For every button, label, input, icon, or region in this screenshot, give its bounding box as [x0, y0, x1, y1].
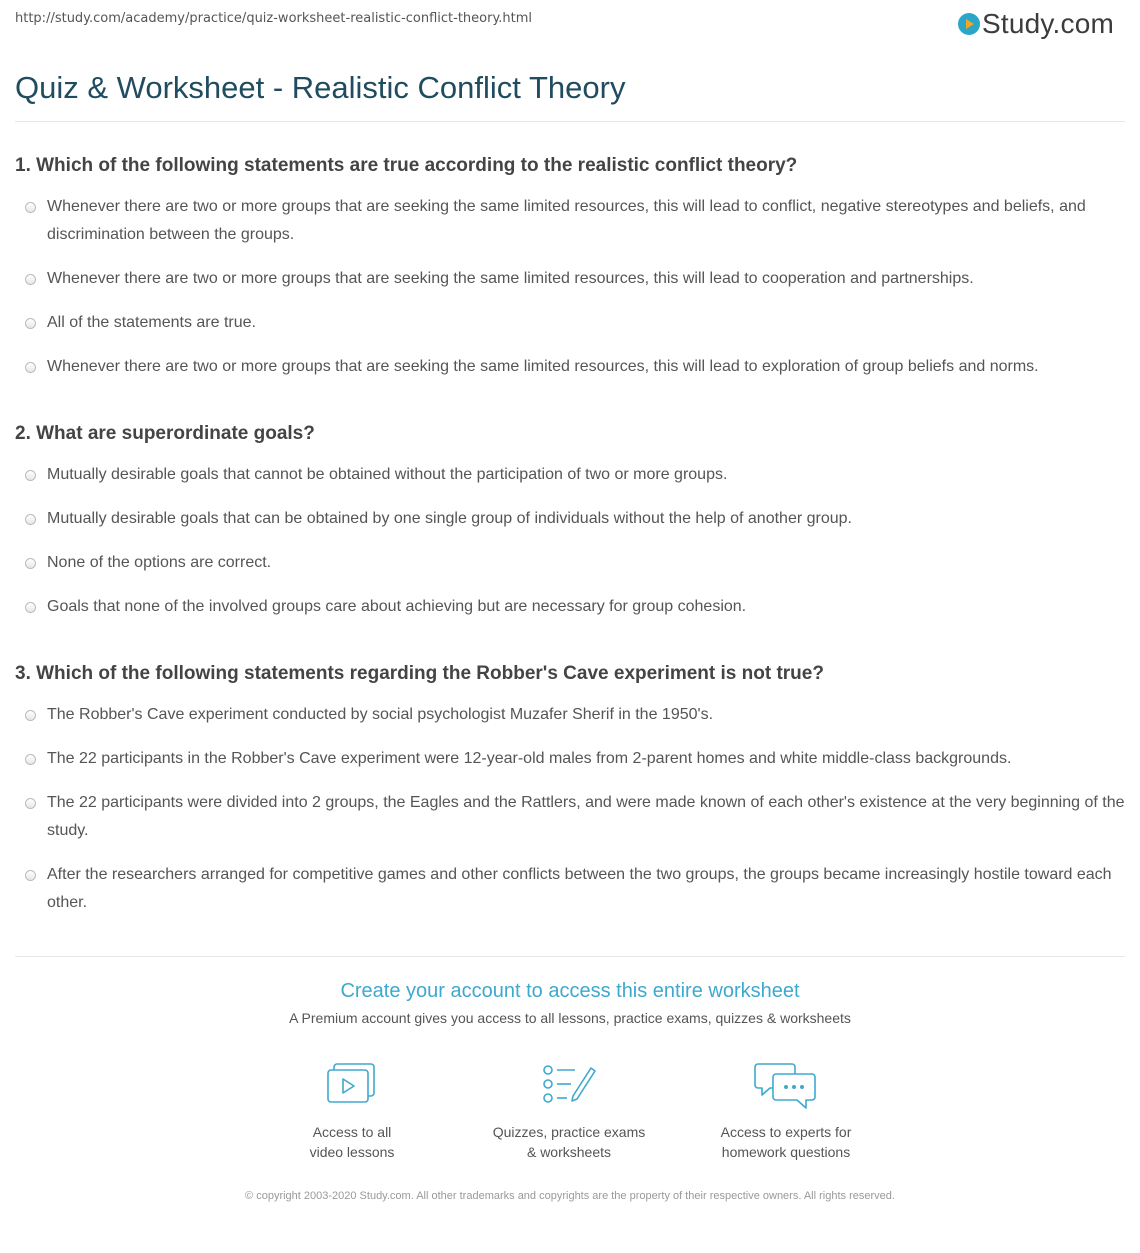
question-title: 3. Which of the following statements regarding the Robber's Cave experiment is not true?	[15, 663, 824, 684]
answer-option[interactable]	[15, 193, 1125, 249]
option-label: The 22 participants in the Robber's Cave experiment were 12-year-old males from 2-parent homes and white middle-class backgrounds.	[47, 750, 1012, 767]
radio-button-icon[interactable]	[25, 274, 36, 285]
feature-label	[469, 1122, 669, 1162]
option-label: The 22 participants were divided into 2 groups, the Eagles and the Rattlers, and were made known of each other's existence at the very beginning of the study.	[47, 794, 1125, 839]
feature-label-line: Quizzes, practice exams	[492, 1124, 646, 1140]
option-label: All of the statements are true.	[47, 314, 256, 331]
question-2	[15, 423, 1125, 621]
answer-option[interactable]	[15, 505, 1125, 533]
study-logo[interactable]	[958, 6, 1114, 42]
option-label: Goals that none of the involved groups care about achieving but are necessary for group cohesion.	[47, 598, 747, 615]
option-label: Whenever there are two or more groups that are seeking the same limited resources, this will lead to cooperation and partnerships.	[47, 270, 974, 287]
option-label: Mutually desirable goals that can be obtained by one single group of individuals without the help of another group.	[47, 510, 852, 527]
question-1	[15, 155, 1125, 381]
radio-button-icon[interactable]	[25, 318, 36, 329]
answer-option[interactable]	[15, 353, 1125, 381]
feature-label-line: Access to all	[312, 1124, 392, 1140]
feature-video-lessons	[252, 1060, 452, 1162]
answer-options	[15, 193, 1125, 381]
answer-option[interactable]	[15, 265, 1125, 293]
top-bar	[0, 0, 1140, 58]
question-title: 2. What are superordinate goals?	[15, 423, 315, 444]
answer-option[interactable]	[15, 461, 1125, 489]
answer-option[interactable]	[15, 701, 1125, 729]
option-label: After the researchers arranged for competitive games and other conflicts between the two groups, the groups became increasingly hostile toward each other.	[47, 866, 1112, 911]
copyright-text: © copyright 2003-2020 Study.com. All other trademarks and copyrights are the property of their respective owners. All rights reserved.	[245, 1190, 895, 1202]
radio-button-icon[interactable]	[25, 470, 36, 481]
option-label: The Robber's Cave experiment conducted by social psychologist Muzafer Sherif in the 1950's.	[47, 706, 714, 723]
feature-label-line: video lessons	[309, 1144, 395, 1160]
promo-divider	[15, 956, 1125, 957]
feature-experts	[686, 1060, 886, 1162]
option-label: Whenever there are two or more groups that are seeking the same limited resources, this will lead to exploration of group beliefs and norms.	[47, 358, 1039, 375]
promo-heading[interactable]: Create your account to access this entire worksheet	[340, 980, 800, 1002]
answer-option[interactable]	[15, 549, 1125, 577]
video-lessons-icon	[324, 1060, 380, 1110]
radio-button-icon[interactable]	[25, 514, 36, 525]
feature-label-line: & worksheets	[526, 1144, 612, 1160]
option-label: Whenever there are two or more groups that are seeking the same limited resources, this will lead to conflict, negative stereotypes and beliefs, and discrimination between the groups.	[47, 198, 1086, 243]
radio-button-icon[interactable]	[25, 362, 36, 373]
answer-option[interactable]	[15, 745, 1125, 773]
page-url: http://study.com/academy/practice/quiz-worksheet-realistic-conflict-theory.html	[15, 11, 533, 26]
feature-quizzes	[469, 1060, 669, 1162]
answer-option[interactable]	[15, 593, 1125, 621]
question-title: 1. Which of the following statements are true according to the realistic conflict theory?	[15, 155, 798, 176]
feature-label	[686, 1122, 886, 1162]
radio-button-icon[interactable]	[25, 558, 36, 569]
answer-options	[15, 701, 1125, 917]
feature-label-line: homework questions	[721, 1144, 851, 1160]
radio-button-icon[interactable]	[25, 754, 36, 765]
answer-options	[15, 461, 1125, 621]
promo-subheading: A Premium account gives you access to all lessons, practice exams, quizzes & worksheets	[289, 1010, 851, 1026]
option-label: Mutually desirable goals that cannot be obtained without the participation of two or more groups.	[47, 466, 728, 483]
quiz-checklist-icon	[541, 1060, 597, 1110]
play-logo-icon	[958, 13, 980, 35]
radio-button-icon[interactable]	[25, 202, 36, 213]
feature-label-line: Access to experts for	[720, 1124, 852, 1140]
answer-option[interactable]	[15, 309, 1125, 337]
radio-button-icon[interactable]	[25, 870, 36, 881]
radio-button-icon[interactable]	[25, 602, 36, 613]
answer-option[interactable]	[15, 861, 1125, 917]
feature-label	[252, 1122, 452, 1162]
question-3	[15, 663, 1125, 917]
chat-bubbles-icon	[754, 1060, 818, 1112]
logo-text: Study.com	[982, 8, 1114, 39]
radio-button-icon[interactable]	[25, 798, 36, 809]
radio-button-icon[interactable]	[25, 710, 36, 721]
answer-option[interactable]	[15, 789, 1125, 845]
page-title: Quiz & Worksheet - Realistic Conflict Theory	[15, 70, 626, 105]
title-divider	[15, 121, 1125, 122]
option-label: None of the options are correct.	[47, 554, 272, 571]
